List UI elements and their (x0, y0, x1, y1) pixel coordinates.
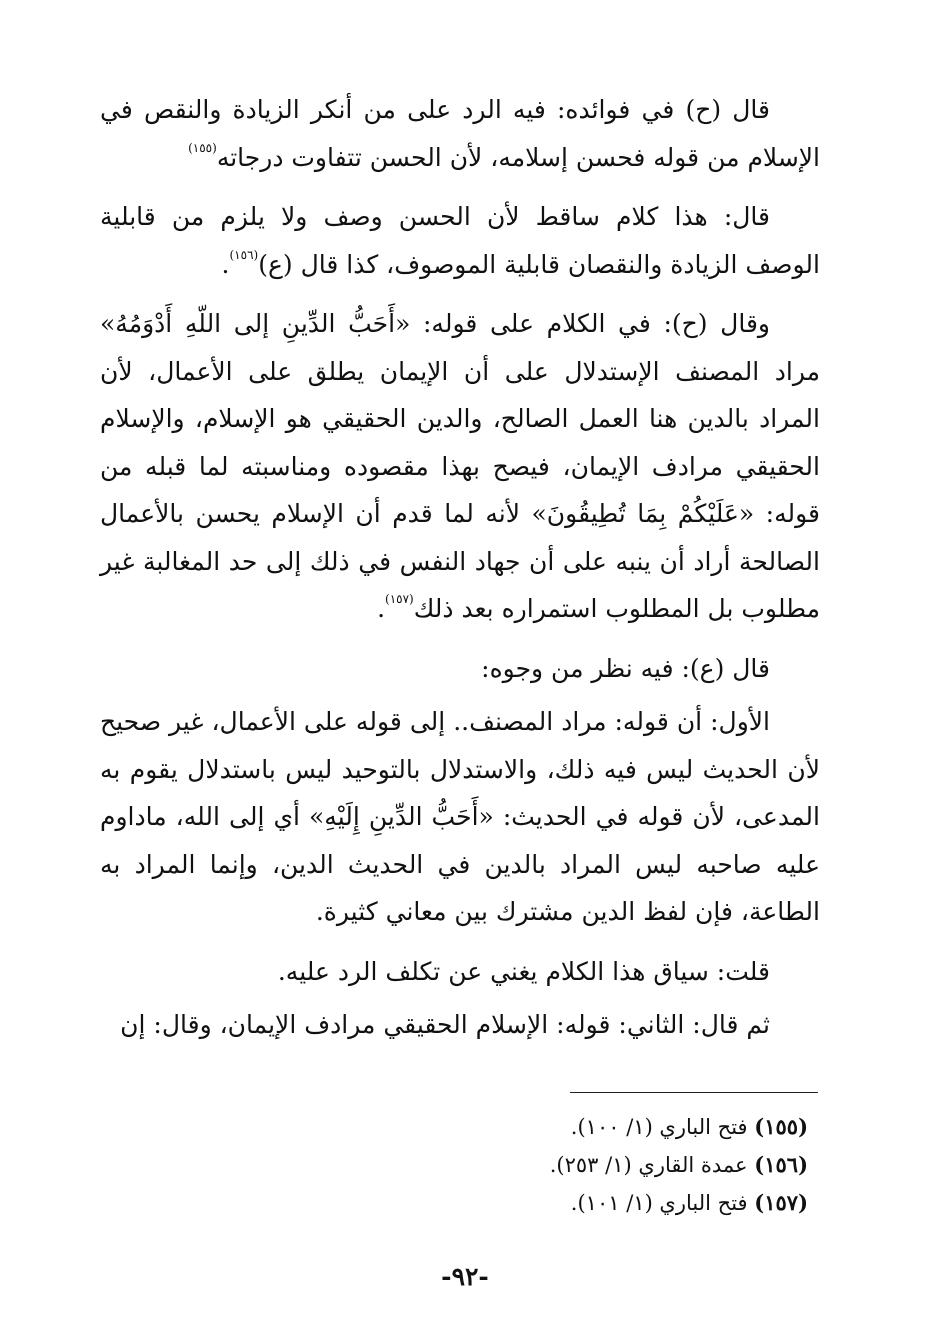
paragraph-3: وقال (ح): في الكلام على قوله: «أَحَبُّ الدِّينِ إلى اللّهِ أَدْوَمُهُ» مراد المصنف الإستدلال على أن الإيمان يطلق على الأعمال، لأن المراد بالدين هنا العمل الصالح، والدين الحقيقي هو الإسلام، والإسلام الحقيقي مرادف الإيمان، فيصح بهذا مقصوده ومناسبته لما قبله من قوله: «عَلَيْكُمْ بِمَا تُطِيقُونَ» لأنه لما قدم أن الإسلام يحسن بالأعمال الصالحة أراد أن ينبه على أن جهاد النفس في ذلك إلى حد المغالبة غير مطلوب بل المطلوب استمراره بعد ذلك$^{(١٥٧)}$. (100, 309, 820, 623)
paragraph-4: قال (ع): فيه نظر من وجوه: (481, 653, 770, 683)
paragraph-1: قال (ح) في فوائده: فيه الرد على من أنكر الزيادة والنقص في الإسلام من قوله فحسن إسلامه، لأن الحسن تتفاوت درجاته$^{(١٥٥)}$ (100, 95, 820, 172)
footnote-number: (١٥٦) (754, 1152, 808, 1177)
paragraph-5: الأول: أن قوله: مراد المصنف.. إلى قوله على الأعمال، غير صحيح لأن الحديث ليس فيه ذلك، والاستدلال بالتوحيد ليس باستدلال يقوم به المدعى، لأن قوله في الحديث: «أَحَبُّ الدِّينِ إِلَيْهِ» أي إلى الله، ماداوم عليه صاحبه ليس المراد بالدين في الحديث الدين، وإنما المراد به الطاعة، فإن لفظ الدين مشترك بين معاني كثيرة. (100, 707, 820, 926)
footnote-text: فتح الباري (١/ ١٠٠). (570, 1115, 748, 1139)
footnotes (400, 1108, 808, 1222)
paragraph-6: قلت: سياق هذا الكلام يغني عن تكلف الرد عليه. (277, 956, 770, 986)
footnote-ref-155[interactable]: (١٥٥) (188, 140, 217, 155)
main-text (100, 86, 820, 1061)
footnote-number: (١٥٥) (754, 1114, 808, 1139)
footnote-155 (400, 1108, 808, 1146)
footnote-text: عمدة القاري (١/ ٢٥٣). (549, 1153, 748, 1177)
paragraph-7: ثم قال: الثاني: قوله: الإسلام الحقيقي مرادف الإيمان، وقال: إن (120, 1010, 770, 1039)
footnote-ref-156[interactable]: (١٥٦) (229, 247, 259, 262)
footnote-156 (400, 1146, 808, 1184)
footnote-ref-157[interactable]: (١٥٧) (385, 592, 414, 606)
footnote-divider (570, 1092, 818, 1093)
page-number: -٩٢- (441, 1262, 489, 1291)
footnote-number: (١٥٧) (754, 1190, 808, 1215)
footnote-157 (400, 1184, 808, 1222)
paragraph-2: قال: هذا كلام ساقط لأن الحسن وصف ولا يلزم من قابلية الوصف الزيادة والنقصان قابلية الموصوف، كذا قال (ع)$^{(١٥٦)}$. (100, 202, 820, 279)
footnote-text: فتح الباري (١/ ١٠١). (570, 1191, 748, 1215)
